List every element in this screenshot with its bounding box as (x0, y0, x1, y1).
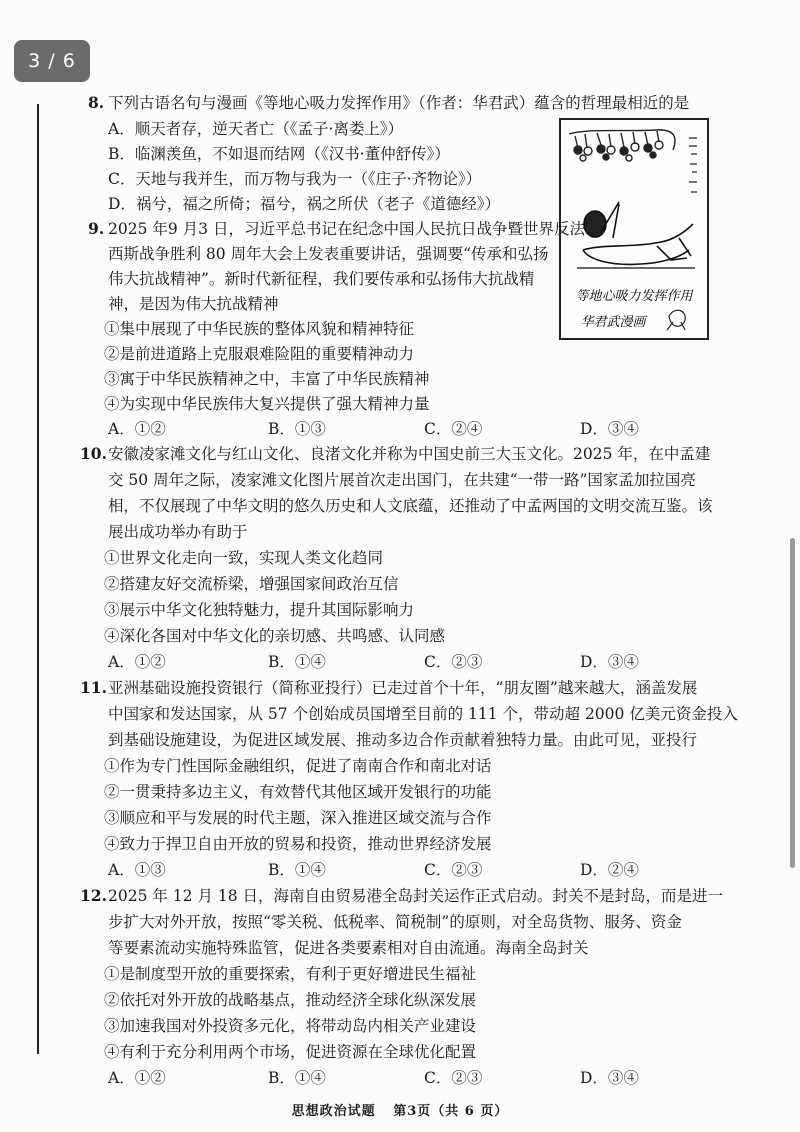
page-counter: 3 / 6 (14, 40, 90, 82)
statement-3: ③加速我国对外投资多元化，将带动岛内相关产业建设 (104, 1017, 477, 1035)
statement-1: ①世界文化走向一致，实现人类文化趋同 (104, 549, 384, 567)
option-a: A．①② (108, 1069, 166, 1087)
question-stem-line: 2025 年 12 月 18 日，海南自由贸易港全岛封关运作正式启动。封关不是封岛，而是进一 (108, 887, 724, 905)
statement-1: ①是制度型开放的重要探索，有利于更好增进民生福祉 (104, 965, 477, 983)
question-stem-line: 交 50 周年之际，凌家滩文化图片展首次走出国门，在共建“一带一路”国家孟加拉国亮 (108, 471, 696, 489)
option-b: B．①④ (268, 1069, 326, 1087)
option-d: D．②④ (580, 861, 639, 879)
margin-rule (37, 104, 39, 1054)
option-c: C．②③ (424, 653, 483, 671)
statement-2: ②一贯秉持多边主义，有效替代其他区域开发银行的功能 (104, 783, 492, 801)
footer-page-number: 第3页（共 6 页） (393, 1104, 509, 1119)
question-stem-line: 中国家和发达国家，从 57 个创始成员国增至目前的 111 个，带动超 2000 亿美元资金投入 (108, 705, 738, 723)
option-a: A．①③ (108, 861, 166, 879)
question-stem-line: 下列古语名句与漫画《等地心吸力发挥作用》（作者：华君武）蕴含的哲理最相近的是 (108, 94, 690, 112)
statement-4: ④深化各国对中华文化的亲切感、共鸣感、认同感 (104, 627, 446, 645)
question-stem-line: 2025 年9 月3 日，习近平总书记在纪念中国人民抗日战争暨世界反法 (108, 220, 585, 238)
statement-1: ①作为专门性国际金融组织，促进了南南合作和南北对话 (104, 757, 492, 775)
answer-options (108, 859, 708, 881)
date-script (689, 138, 697, 192)
question-stem-line: 伟大抗战精神”。新时代新征程，我们要传承和弘扬伟大抗战精 (108, 270, 535, 288)
option-a: A．①② (108, 653, 166, 671)
cartoon-caption: 等地心吸力发挥作用 (575, 289, 693, 304)
statement-3: ③寓于中华民族精神之中，丰富了中华民族精神 (104, 370, 430, 388)
statement-2: ②依托对外开放的战略基点，推动经济全球化纵深发展 (104, 991, 477, 1009)
option-c: C．②③ (424, 1069, 483, 1087)
page-footer (0, 1100, 800, 1119)
statement-4: ④有利于充分利用两个市场，促进资源在全球优化配置 (104, 1043, 477, 1061)
question-stem-line: 展出成功举办有助于 (108, 523, 248, 541)
option-d: D．③④ (580, 1069, 639, 1087)
option-b: B．①④ (268, 653, 326, 671)
question-number: 12. (80, 886, 107, 905)
option-b: B．①④ (268, 861, 326, 879)
question-stem-line: 相，不仅展现了中华文明的悠久历史和人文底蕴，还推动了中孟两国的文明交流互鉴。该 (108, 497, 713, 515)
answer-options (108, 651, 708, 673)
question-stem-line: 神，是因为伟大抗战精神 (108, 295, 279, 313)
question-stem-line: 等要素流动实施特殊监管，促进各类要素相对自由流通。海南全岛封关 (108, 939, 589, 957)
footer-subject: 思想政治试题 (291, 1104, 376, 1119)
option-c: C．天地与我并生，而万物与我为一（《庄子·齐物论》） (108, 170, 482, 188)
question-stem-line: 到基础设施建设，为促进区域发展、推动多边合作贡献着独特力量。由此可见，亚投行 (108, 731, 698, 749)
question-stem-line: 步扩大对外开放，按照“零关税、低税率、简税制”的原则，对全岛货物、服务、资金 (108, 913, 682, 931)
question-number: 10. (80, 444, 107, 463)
cartoon-signature: 华君武漫画 (580, 315, 646, 330)
question-number: 8. (88, 93, 105, 112)
option-b: B．临渊羡鱼，不如退而结网（《汉书·董仲舒传》） (108, 145, 450, 163)
option-a: A．①② (108, 420, 166, 438)
question-stem-line: 西斯战争胜利 80 周年大会上发表重要讲话，强调要“传承和弘扬 (108, 245, 549, 263)
scrollbar[interactable] (790, 538, 795, 868)
answer-options (108, 418, 708, 440)
option-a: A．顺天者存，逆天者亡（《孟子·离娄上》） (108, 120, 404, 138)
answer-options (108, 1067, 708, 1089)
statement-4: ④致力于捍卫自由开放的贸易和投资，推动世界经济发展 (104, 835, 492, 853)
statement-4: ④为实现中华民族伟大复兴提供了强大精神力量 (104, 395, 430, 413)
option-c: C．②④ (424, 420, 483, 438)
question-number: 9. (88, 219, 105, 238)
question-number: 11. (80, 678, 107, 697)
signature-doodle-icon (667, 310, 685, 330)
reclining-man (577, 202, 695, 268)
statement-2: ②搭建友好交流桥梁，增强国家间政治互信 (104, 575, 399, 593)
statement-2: ②是前进道路上克服艰难险阻的重要精神动力 (104, 345, 415, 363)
question-stem-line: 安徽凌家滩文化与红山文化、良渚文化并称为中国史前三大玉文化。2025 年，在中孟建 (108, 445, 711, 463)
statement-1: ①集中展现了中华民族的整体风貌和精神特征 (104, 320, 415, 338)
grapes-vine (569, 130, 675, 161)
question-stem-line: 亚洲基础设施投资银行（简称亚投行）已走过首个十年，“朋友圈”越来越大，涵盖发展 (108, 679, 698, 697)
option-c: C．②③ (424, 861, 483, 879)
option-d: D．③④ (580, 653, 639, 671)
statement-3: ③展示中华文化独特魅力，提升其国际影响力 (104, 601, 415, 619)
option-b: B．①③ (268, 420, 326, 438)
option-d: D．祸兮，福之所倚；福兮，祸之所伏（老子《道德经》） (108, 195, 501, 213)
statement-3: ③顺应和平与发展的时代主题，深入推进区域交流与合作 (104, 809, 492, 827)
option-d: D．③④ (580, 420, 639, 438)
